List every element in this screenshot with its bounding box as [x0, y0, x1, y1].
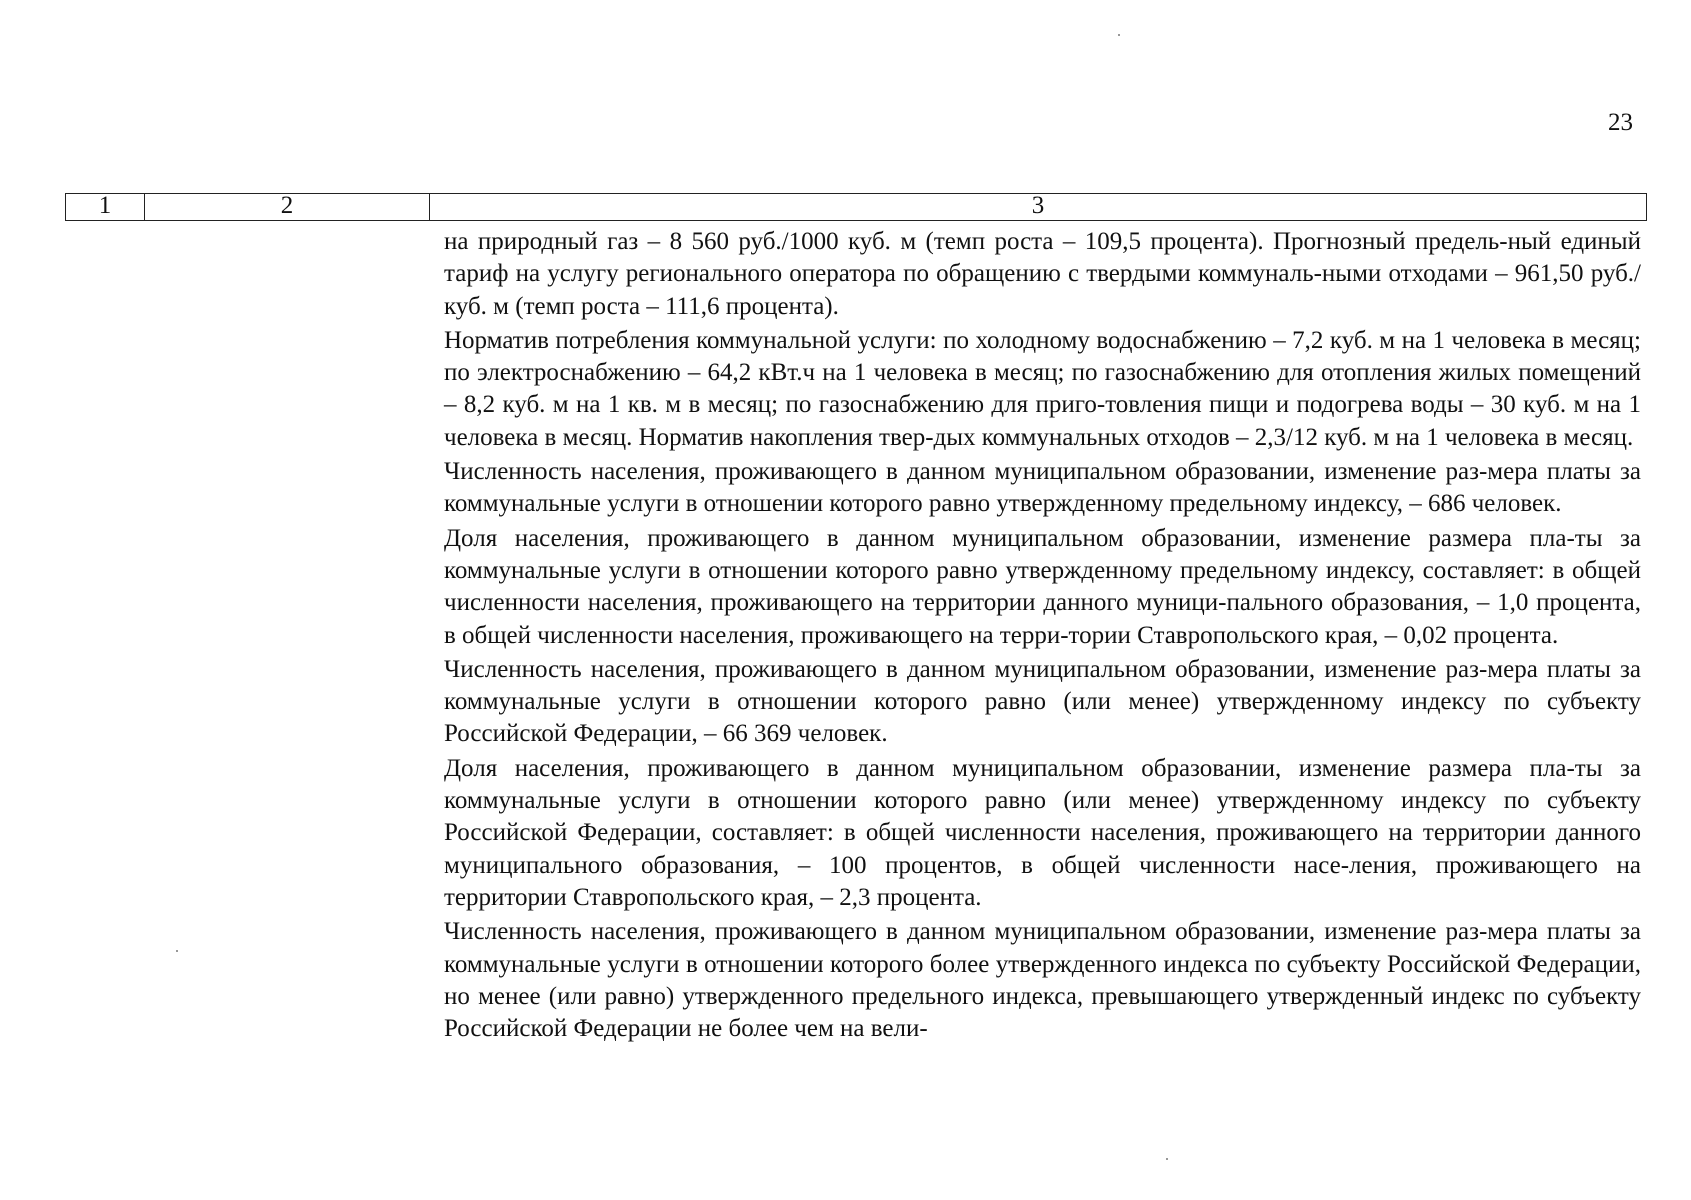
paragraph-share-limit-index: Доля населения, проживающего в данном муниципальном образовании, изменение размера пла-ты за коммунальные услуги в отношении которого равно утвержденному предельному индексу, составляет: в общей численности населения, проживающего на территории данного муници-пального образования, – 1,0 процента, в общей численности населения, проживающего на терри-тории Ставропольского края, – 0,02 процента. [444, 524, 1641, 649]
paragraph-share-subject-index: Доля населения, проживающего в данном муниципальном образовании, изменение размера пла-ты за коммунальные услуги в отношении которого равно (или менее) утвержденному индексу по субъекту Российской Федерации, составляет: в общей численности населения, проживающего на территории данного муниципального образования, – 100 процентов, в общей численности насе-ления, проживающего на территории Ставропольского края, – 2,3 процента. [444, 754, 1641, 911]
column-header-table [65, 193, 1647, 221]
column-header-1: 1 [66, 194, 145, 221]
column-3-text [444, 226, 1641, 1047]
column-header-2: 2 [145, 194, 430, 221]
page-number: 23 [1608, 109, 1633, 136]
scan-speck [1166, 1158, 1168, 1160]
paragraph-gas-tariff: на природный газ – 8 560 руб./1000 куб. м (темп роста – 109,5 процента). Прогнозный предель-ный единый тариф на услугу регионального оператора по обращению с твердыми коммуналь-ными отходами – 961,50 руб./куб. м (темп роста – 111,6 процента). [444, 228, 1641, 320]
paragraph-consumption-norms: Норматив потребления коммунальной услуги: по холодному водоснабжению – 7,2 куб. м на 1 человека в месяц; по электроснабжению – 64,2 кВт.ч на 1 человека в месяц; по газоснабжению для отопления жилых помещений – 8,2 куб. м на 1 кв. м в месяц; по газоснабжению для приго-товления пищи и подогрева воды – 30 куб. м на 1 человека в месяц. Норматив накопления твер-дых коммунальных отходов – 2,3/12 куб. м на 1 человека в месяц. [444, 326, 1641, 451]
paragraph-population-above-index: Численность населения, проживающего в данном муниципальном образовании, изменение раз-мера платы за коммунальные услуги в отношении которого более утвержденного индекса по субъекту Российской Федерации, но менее (или равно) утвержденного предельного индекса, превышающего утвержденный индекс по субъекту Российской Федерации не более чем на вели- [444, 918, 1641, 1043]
paragraph-population-limit-index: Численность населения, проживающего в данном муниципальном образовании, изменение раз-мера платы за коммунальные услуги в отношении которого равно утвержденному предельному индексу, – 686 человек. [444, 458, 1641, 518]
column-header-3: 3 [430, 194, 1647, 221]
scan-speck [1118, 34, 1120, 36]
scan-speck [176, 950, 178, 952]
paragraph-population-subject-index: Численность населения, проживающего в данном муниципальном образовании, изменение раз-мера платы за коммунальные услуги в отношении которого равно (или менее) утвержденному индексу по субъекту Российской Федерации, – 66 369 человек. [444, 655, 1641, 748]
column-header-row [66, 194, 1647, 221]
